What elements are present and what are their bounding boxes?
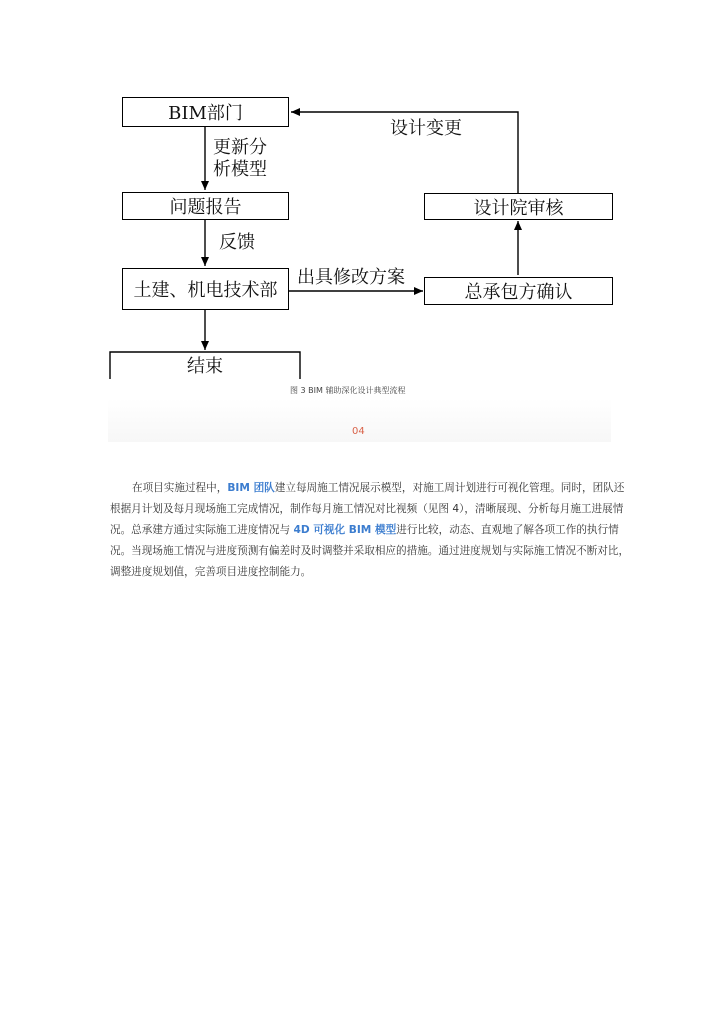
civil-mep-label: 土建、机电技术部 — [133, 280, 278, 301]
design-change-label: 设计变更 — [390, 118, 462, 139]
paragraph-part-1: 在项目实施过程中， — [132, 482, 228, 494]
highlight-4d-bim-model: 4D 可视化 BIM 模型 — [293, 524, 397, 536]
issue-report-label: 问题报告 — [169, 197, 242, 218]
contractor-confirm-label: 总承包方确认 — [464, 282, 573, 303]
update-model-label: 更新分 析模型 — [213, 137, 267, 180]
design-review-box — [424, 193, 613, 220]
paragraph-part-3: 进行比较，动态、直观地了解各项工作的执行情况。当现场施工情况与进度预测有偏差时及时调整并采取相应的措施。通过进度规划与实际施工情况不断对比，调整进度规划值，完善项目进度控制能力。 — [110, 524, 630, 578]
contractor-confirm-box — [424, 277, 613, 305]
issue-report-box — [122, 192, 289, 220]
feedback-label: 反馈 — [219, 232, 255, 253]
end-label: 结束 — [187, 356, 223, 377]
bim-dept-label: BIM部门 — [168, 103, 243, 124]
design-review-label: 设计院审核 — [473, 197, 564, 219]
body-paragraph — [110, 478, 630, 583]
figure-caption: 图 3 BIM 辅助深化设计典型流程 — [290, 386, 406, 395]
bim-dept-box — [122, 97, 289, 127]
civil-mep-box — [122, 268, 289, 310]
section-number: 04 — [352, 426, 365, 437]
paragraph-part-2: 建立每周施工情况展示模型，对施工周计划进行可视化管理。同时，团队还根据月计划及每月现场施工完成情况，制作每月施工情况对比视频（见图 4），清晰展现、分析每月施工进展情况。总承建方通过实际施工进度情况与 — [110, 482, 625, 536]
highlight-bim-team: BIM 团队 — [227, 482, 275, 494]
modify-plan-label: 出具修改方案 — [297, 267, 405, 288]
